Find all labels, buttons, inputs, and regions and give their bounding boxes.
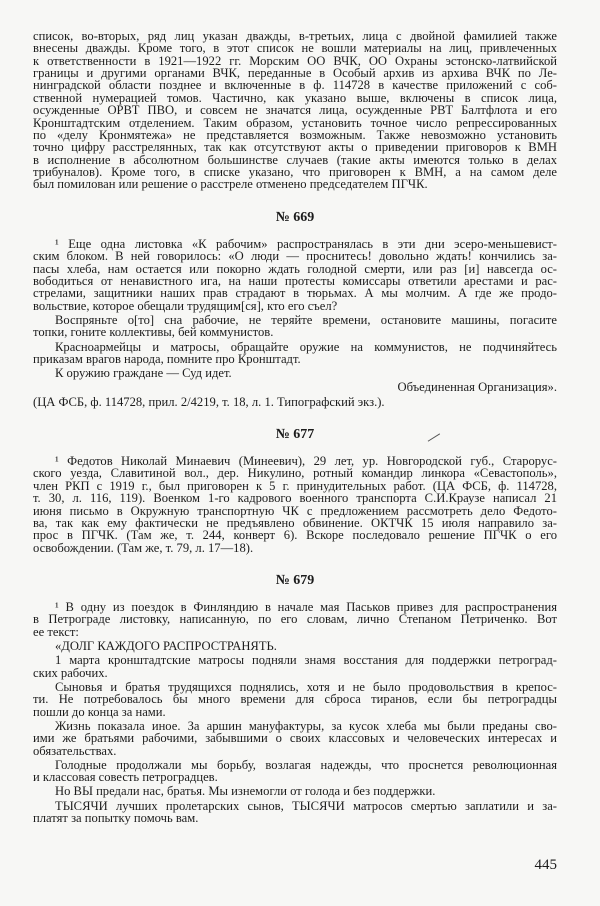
text-line: ским блоком. В ней говорилось: «О люди — проснитесь! довольно ждать! кончились за- [33, 249, 557, 264]
text-line: ственной нумерацией томов. Частично, как указано выше, включены в список лица, [33, 90, 557, 105]
text-line: в Петрограде листовку, написанную, по его словам, лично Степаном Петриченко. Вот [33, 612, 557, 627]
text-line: список, во-вторых, ряд лиц указан дважды, в-третьих, лица с двойной фамилией также [33, 28, 557, 43]
text-line: нинградской области позднее и включенные в ф. 114728 в качестве приложений с соб- [33, 78, 557, 93]
text-line: границы и другими органами ВЧК, переданные в Особый архив из архива ВЧК по Ле- [33, 65, 557, 80]
paragraph [33, 720, 557, 757]
page-number: 445 [534, 857, 557, 873]
text-line: ими же братьями рабочими, забывшими о своих классовых и человеческих интересах и [33, 731, 557, 746]
text-line: освобождении. (Там же, т. 79, л. 17—18). [33, 540, 254, 555]
paragraph [33, 30, 557, 191]
signature-paragraph [33, 381, 557, 393]
paragraph [33, 367, 557, 379]
text-line: прос в ПГЧК. (Там же, т. 244, конверт 6). Вскоре последовало решение ПГЧК о его [33, 528, 557, 543]
text-line: Кронштадтским отделением. Таким образом, установить точное число репрессированных [33, 115, 557, 130]
text-line: трибуналов). Кроме того, в списке указано, что приговорен к ВМН, а на самом деле [33, 165, 557, 180]
text-line: ского уезда, Славитиной вол., дер. Никулино, ротный командир линкора «Севастополь», [33, 466, 557, 481]
text-line: ских рабочих. [33, 665, 108, 680]
text-line: пошли до конца за нами. [33, 704, 166, 719]
paragraph [33, 341, 557, 366]
text-line: пасы хлеба, нам остается или покорно ждать голодной смерти, или раз [и] навсегда ос- [33, 261, 557, 276]
text-line: Но ВЫ предали нас, братья. Мы изнемогли от голода и без поддержки. [55, 784, 436, 799]
text-line: внесены дважды. Кроме того, в этот список не вошли материалы на лиц, привлеченных [33, 41, 557, 56]
text-line: был помилован или решение о расстреле отменено председателем ПГЧК. [33, 177, 428, 192]
text-line: (ЦА ФСБ, ф. 114728, прил. 2/4219, т. 18, л. 1. Типографский экз.). [33, 394, 385, 409]
paragraph [33, 601, 557, 638]
text-line: ТЫСЯЧИ лучших пролетарских сынов, ТЫСЯЧИ матросов смертью заплатили и за- [55, 798, 557, 813]
text-line: Объединенная Организация». [397, 380, 557, 395]
text-line: осужденные ОРВТ ПВО, и совсем не значатся лица, осужденные РВТ Балтфлота и его [33, 103, 557, 118]
text-line: Воспряньте о[то] сна рабочие, не теряйте времени, остановите машины, погасите [55, 313, 557, 328]
text-line: приказам врагов народа, помните про Кронштадт. [33, 351, 301, 366]
text-line: ¹ Еще одна листовка «К рабочим» распространялась в эти дни эсеро-меньшевист- [55, 236, 557, 251]
paragraph [33, 654, 557, 679]
text-line: «ДОЛГ КАЖДОГО РАСПРОСТРАНЯТЬ. [55, 639, 277, 654]
text-line: и классовая совесть петроградцев. [33, 770, 218, 785]
text-line: ¹ Федотов Николай Минаевич (Минеевич), 29 лет, ур. Новгородской губ., Старорус- [55, 453, 557, 468]
document-number-heading: № 677 [275, 426, 315, 442]
text-line: точно цифру расстрелянных, так как отсутствуют акты о приведении приговоров к ВМН [33, 140, 557, 155]
text-line: К оружию граждане — Суд идет. [55, 366, 232, 381]
text-line: по «делу Кронмятежа» не представляется возможным. Также невозможно установить [33, 127, 557, 142]
paragraph [33, 314, 557, 339]
text-line: вободиться от ненавистного ига, на наши протесты комиссары ответили арестами и рас- [33, 274, 557, 289]
text-line: ва, так как ему фактически не предъявлено обвинение. ОКТЧК 15 июля направило за- [33, 515, 557, 530]
paragraph [33, 759, 557, 784]
text-line: стрелами, защитники наших прав страдают в тюрьмах. А мы молчим. А где же продо- [33, 286, 557, 301]
text-line: Красноармейцы и матросы, обращайте оружие на коммунистов, не подчиняйтесь [55, 339, 557, 354]
paragraph [33, 455, 557, 554]
text-line: ее текст: [33, 624, 79, 639]
text-line: топки, гоните коллективы, бей коммунистов. [33, 325, 274, 340]
text-line: июня письмо в Окружную транспортную ЧК с предложением рассмотреть дело Федото- [33, 503, 557, 518]
document-number-heading: № 679 [275, 573, 315, 589]
text-line: Сыновья и братья трудящихся поднялись, хотя и не было продовольствия в крепос- [55, 679, 557, 694]
paragraph [33, 238, 557, 312]
text-line: обязательствах. [33, 743, 117, 758]
page-body [33, 28, 557, 824]
text-line: ти. Не потребовалось бы много времени для сброса тиранов, если бы петроградцы [33, 692, 557, 707]
paragraph [33, 396, 557, 408]
paragraph [33, 800, 557, 825]
text-line: 1 марта кронштадтские матросы подняли знамя восстания для поддержки петроград- [55, 653, 557, 668]
text-line: платят за попытку помочь вам. [33, 810, 199, 825]
text-line: в исполнение в абсолютном большинстве случаев (такие акты имеются только в делах [33, 152, 557, 167]
text-line: т. 30, л. 116, 119). Военком 1-го кадрового военного транспорта С.И.Краузе написал 21 [33, 491, 557, 506]
paragraph [33, 785, 557, 797]
text-line: Жизнь показала иное. За аршин мануфактуры, за кусок хлеба мы были преданы сво- [55, 718, 557, 733]
text-line: Голодные продолжали мы борьбу, возлагая надежды, что проснется революционная [55, 757, 557, 772]
text-line: к ответственности в 1921—1922 гг. Морским ОО ВЧК, ОО Охраны эстонско-латвийской [33, 53, 557, 68]
text-line: член РКП с 1919 г., был приговорен к 5 г. принудительных работ. (ЦА ФСБ, ф. 114728, [33, 478, 557, 493]
paragraph [33, 640, 557, 652]
text-line: вольствие, которое обещали трудящим[ся], кто его съел? [33, 298, 338, 313]
paragraph [33, 681, 557, 718]
text-line: ¹ В одну из поездок в Финляндию в начале мая Паськов привез для распространения [55, 600, 557, 615]
document-number-heading: № 669 [275, 209, 315, 225]
